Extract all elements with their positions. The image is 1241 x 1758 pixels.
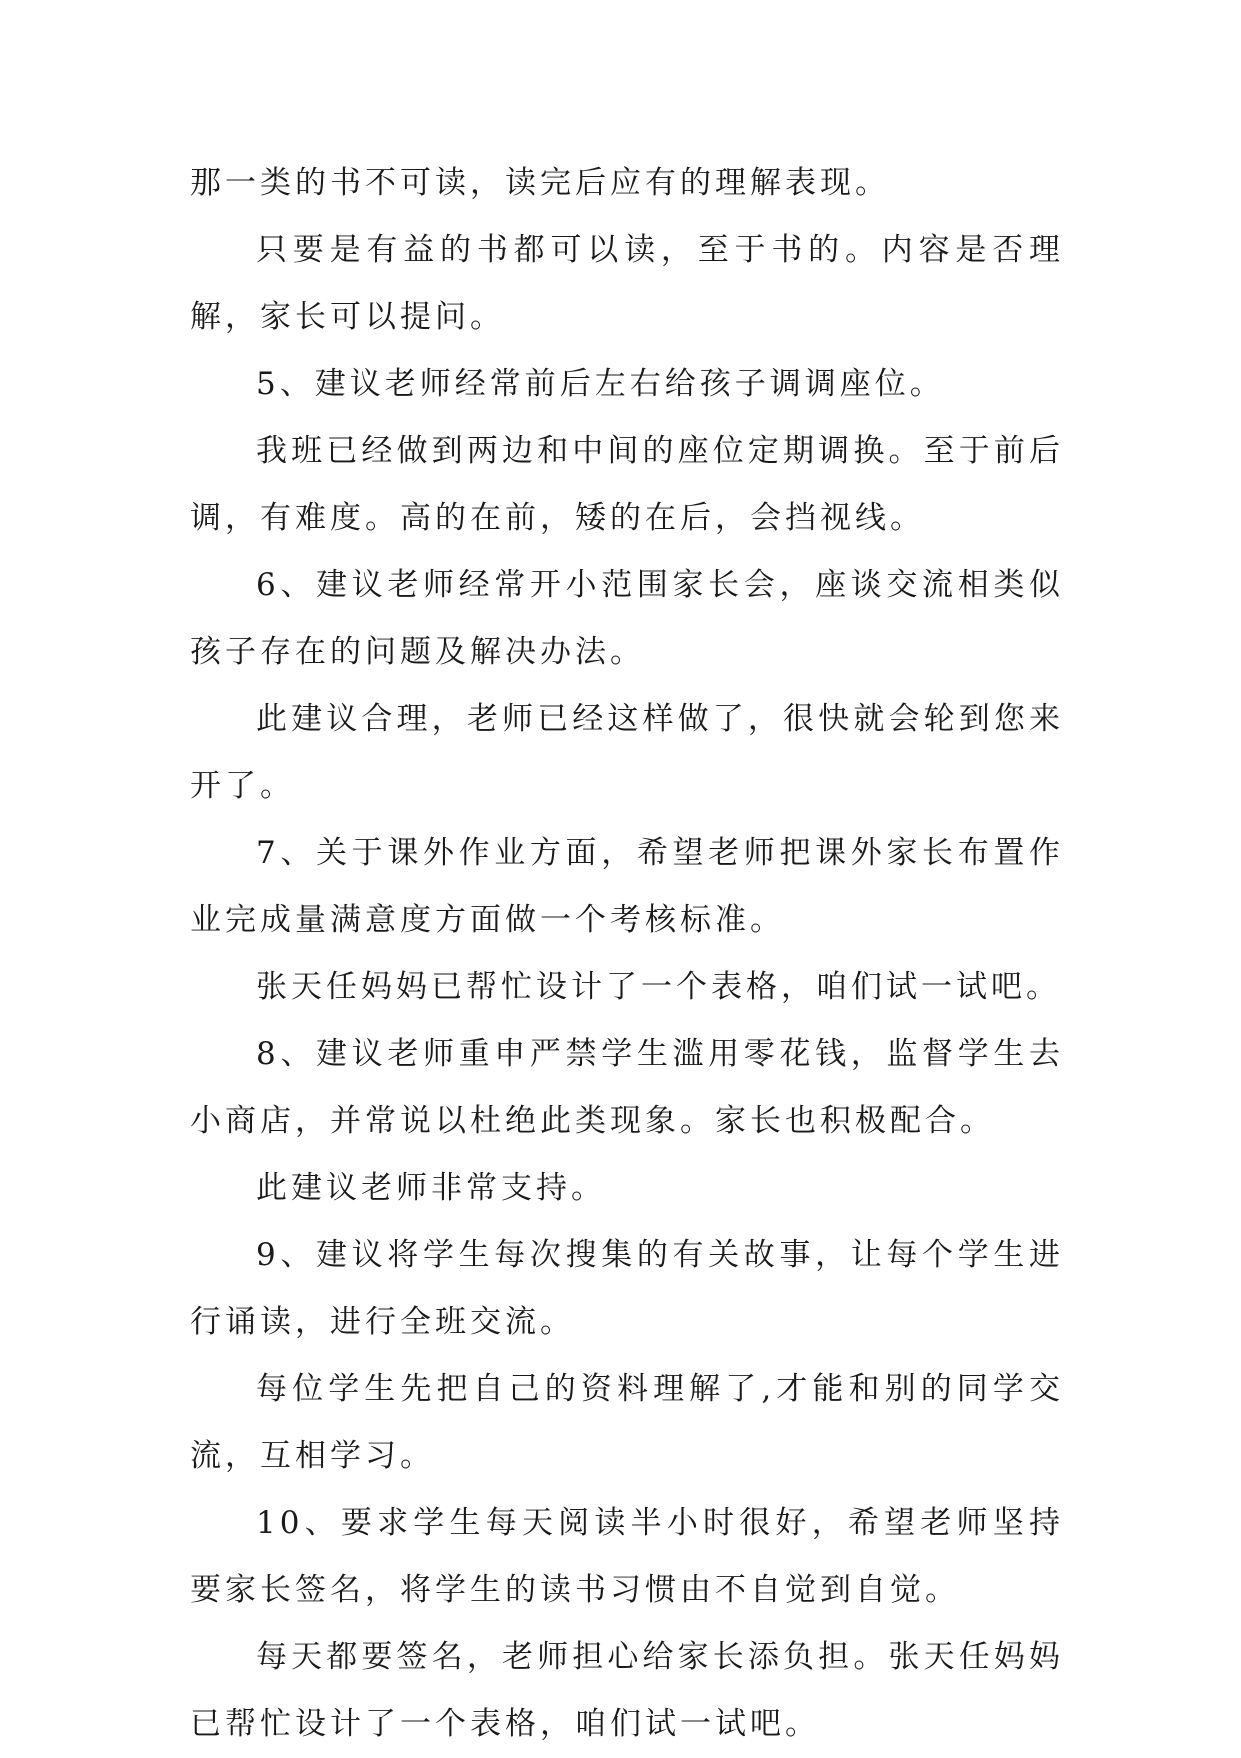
paragraph-reply-10: 每天都要签名，老师担心给家长添负担。张天任妈妈已帮忙设计了一个表格，咱们试一试吧。 <box>190 1639 1064 1742</box>
paragraph-reply-5: 我班已经做到两边和中间的座位定期调换。至于前后调，有难度。高的在前，矮的在后，会挡视线。 <box>190 433 1064 536</box>
paragraph-continuation: 那一类的书不可读，读完后应有的理解表现。 <box>190 165 890 201</box>
paragraph-reply-6: 此建议合理，老师已经这样做了，很快就会轮到您来开了。 <box>190 701 1064 804</box>
paragraph-suggestion-8: 8、建议老师重申严禁学生滥用零花钱，监督学生去小商店，并常说以杜绝此类现象。家长也积极配合。 <box>190 1036 1064 1139</box>
paragraph-reply-9: 每位学生先把自己的资料理解了,才能和别的同学交流，互相学习。 <box>190 1371 1064 1474</box>
paragraph-suggestion-9: 9、建议将学生每次搜集的有关故事，让每个学生进行诵读，进行全班交流。 <box>190 1237 1064 1340</box>
paragraph-suggestion-5: 5、建议老师经常前后左右给孩子调调座位。 <box>256 366 945 402</box>
paragraph-suggestion-6: 6、建议老师经常开小范围家长会，座谈交流相类似孩子存在的问题及解决办法。 <box>190 567 1064 670</box>
paragraph-suggestion-7: 7、关于课外作业方面，希望老师把课外家长布置作业完成量满意度方面做一个考核标准。 <box>190 835 1064 938</box>
paragraph-reply-8: 此建议老师非常支持。 <box>256 1170 606 1206</box>
document-body <box>190 150 1064 1758</box>
paragraph-reply: 只要是有益的书都可以读，至于书的。内容是否理解，家长可以提问。 <box>190 232 1064 335</box>
paragraph-reply-7: 张天任妈妈已帮忙设计了一个表格，咱们试一试吧。 <box>256 969 1061 1005</box>
paragraph-suggestion-10: 10、要求学生每天阅读半小时很好，希望老师坚持要家长签名，将学生的读书习惯由不自觉到自觉。 <box>190 1505 1064 1608</box>
